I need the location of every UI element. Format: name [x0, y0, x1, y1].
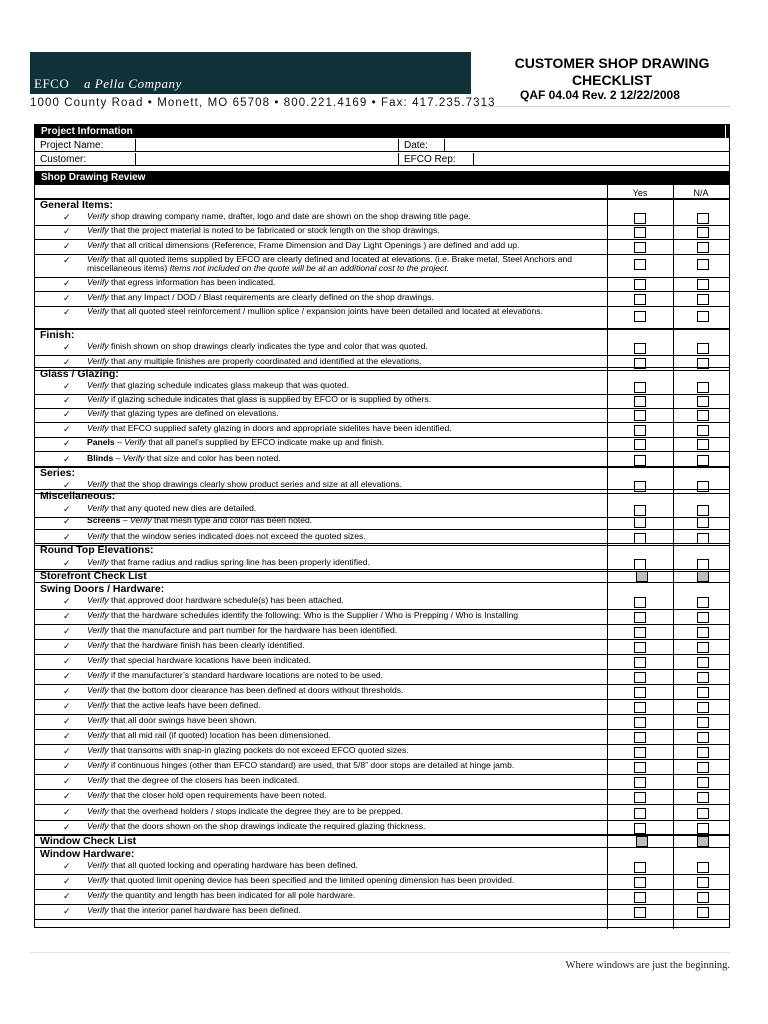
- checklist-item-text: [87, 241, 602, 250]
- checklist-item-text: [87, 381, 602, 390]
- checklist-item-text: [87, 255, 602, 274]
- item-description: that the window series indicated does not exceed the quoted sizes.: [108, 531, 366, 541]
- checkmark-icon: ✓: [63, 480, 71, 490]
- item-description: that the bottom door clearance has been defined at doors without thresholds.: [108, 685, 404, 695]
- checklist-item-text: [87, 731, 602, 740]
- na-checkbox-disabled: [697, 836, 709, 847]
- yes-checkbox[interactable]: [634, 517, 646, 528]
- yes-checkbox[interactable]: [634, 481, 646, 492]
- yes-checkbox[interactable]: [634, 382, 646, 393]
- checkmark-icon: ✓: [63, 395, 71, 405]
- checkmark-icon: ✓: [63, 656, 71, 666]
- verify-word: Verify: [122, 453, 145, 463]
- na-checkbox[interactable]: [697, 279, 709, 290]
- checklist-item-text: [87, 532, 602, 541]
- verify-word: Verify: [87, 394, 109, 404]
- verify-word: Verify: [87, 531, 109, 541]
- checkmark-icon: ✓: [63, 686, 71, 696]
- yes-checkbox[interactable]: [634, 410, 646, 421]
- yes-checkbox[interactable]: [634, 597, 646, 608]
- item-description: that the degree of the closers has been indicated.: [108, 775, 300, 785]
- item-description: that any Impact / DOD / Blast requirements are clearly defined on the shop drawings.: [108, 292, 434, 302]
- na-checkbox[interactable]: [697, 657, 709, 668]
- checklist-item-text: [87, 686, 602, 695]
- verify-word: Verify: [87, 625, 109, 635]
- na-checkbox[interactable]: [697, 747, 709, 758]
- verify-word: Verify: [124, 437, 146, 447]
- item-note: Items not included on the quote will be at an additional cost to the project.: [169, 263, 450, 274]
- verify-word: Verify: [87, 356, 109, 366]
- na-checkbox[interactable]: [697, 823, 709, 834]
- checkmark-icon: ✓: [63, 611, 71, 621]
- na-checkbox[interactable]: [697, 907, 709, 918]
- verify-word: Verify: [87, 479, 109, 489]
- item-description: that special hardware locations have been indicated.: [108, 655, 311, 665]
- checklist-item-text: [87, 480, 602, 489]
- verify-word: Verify: [87, 254, 109, 264]
- checklist-item-text: [87, 293, 602, 302]
- checklist-item-text: [87, 671, 602, 680]
- verify-word: Verify: [87, 655, 109, 665]
- na-checkbox[interactable]: [697, 425, 709, 436]
- verify-word: Verify: [87, 292, 109, 302]
- item-description: if the manufacturer’s standard hardware locations are noted to be used.: [108, 670, 384, 680]
- checkmark-icon: ✓: [63, 791, 71, 801]
- verify-word: Verify: [87, 806, 109, 816]
- checklist-item-text: [87, 278, 602, 287]
- item-description: the quantity and length has been indicated for all pole hardware.: [108, 890, 356, 900]
- na-checkbox[interactable]: [697, 627, 709, 638]
- document-title-line2: CHECKLIST: [571, 72, 653, 88]
- checkmark-icon: ✓: [63, 807, 71, 817]
- checklist-item-text: [87, 504, 602, 513]
- checkmark-icon: ✓: [63, 891, 71, 901]
- checklist-item-text: [87, 395, 602, 404]
- checkmark-icon: ✓: [63, 381, 71, 391]
- na-checkbox[interactable]: [697, 612, 709, 623]
- checkmark-icon: ✓: [63, 716, 71, 726]
- checkmark-icon: ✓: [63, 746, 71, 756]
- yes-checkbox[interactable]: [634, 672, 646, 683]
- checkmark-icon: ✓: [63, 641, 71, 651]
- verify-word: Verify: [87, 211, 109, 221]
- title-divider: [482, 106, 730, 107]
- item-description: that glazing types are defined on elevations.: [108, 408, 279, 418]
- yes-checkbox[interactable]: [634, 717, 646, 728]
- yes-checkbox[interactable]: [634, 439, 646, 450]
- project-info-row-1: [35, 139, 729, 152]
- yes-checkbox-disabled: [636, 571, 648, 582]
- verify-word: Verify: [87, 277, 109, 287]
- item-description: if glazing schedule indicates that glass is supplied by EFCO or is supplied by others.: [108, 394, 432, 404]
- yes-checkbox[interactable]: [634, 747, 646, 758]
- na-checkbox[interactable]: [697, 672, 709, 683]
- na-column-divider: [673, 185, 674, 929]
- verify-word: Verify: [87, 423, 109, 433]
- item-description: that the shop drawings clearly show product series and size at all elevations.: [108, 479, 402, 489]
- item-description: if continuous hinges (other than EFCO standard) are used, that 5/8” door stops are detailed at hinge jamb.: [108, 760, 515, 770]
- na-checkbox[interactable]: [697, 792, 709, 803]
- yes-checkbox[interactable]: [634, 907, 646, 918]
- checklist-item-text: [87, 596, 602, 605]
- company-address: 1000 County Road • Monett, MO 65708 • 800.221.4169 • Fax: 417.235.7313: [30, 97, 496, 109]
- verify-word: Verify: [87, 595, 109, 605]
- na-checkbox[interactable]: [697, 687, 709, 698]
- yes-checkbox[interactable]: [634, 823, 646, 834]
- checkmark-icon: ✓: [63, 212, 71, 222]
- item-description: that the hardware finish has been clearly identified.: [108, 640, 305, 650]
- item-description: that the overhead holders / stops indicate the degree they are to be prepped.: [108, 806, 403, 816]
- verify-word: Verify: [87, 503, 109, 513]
- verify-word: Verify: [87, 306, 109, 316]
- na-checkbox[interactable]: [697, 439, 709, 450]
- checkmark-icon: ✓: [63, 671, 71, 681]
- yes-checkbox[interactable]: [634, 777, 646, 788]
- yes-checkbox[interactable]: [634, 279, 646, 290]
- na-checkbox[interactable]: [697, 517, 709, 528]
- checklist-item-text: [87, 861, 602, 870]
- item-description: that all panel’s supplied by EFCO indicate make up and finish.: [145, 437, 385, 447]
- na-checkbox[interactable]: [697, 259, 709, 270]
- checkmark-icon: ✓: [63, 776, 71, 786]
- na-checkbox[interactable]: [697, 294, 709, 305]
- checklist-item-text: [87, 906, 602, 915]
- na-checkbox[interactable]: [697, 808, 709, 819]
- verify-word: Verify: [87, 408, 109, 418]
- yes-checkbox[interactable]: [634, 892, 646, 903]
- footer-tagline: Where windows are just the beginning.: [565, 960, 730, 971]
- checkmark-icon: ✓: [63, 255, 71, 265]
- na-checkbox[interactable]: [697, 382, 709, 393]
- checklist-item-text: [87, 716, 602, 725]
- checklist-item-text: [87, 357, 602, 366]
- checklist-item-text: [87, 424, 602, 433]
- item-description: that quoted limit opening device has been specified and the limited opening dimension has been provided.: [108, 875, 515, 885]
- na-checkbox[interactable]: [697, 410, 709, 421]
- verify-word: Verify: [87, 557, 109, 567]
- verify-word: Verify: [87, 610, 109, 620]
- item-keyword: Blinds: [87, 453, 114, 463]
- verify-word: Verify: [87, 821, 109, 831]
- project-info-row-2: [35, 153, 729, 166]
- verify-word: Verify: [87, 715, 109, 725]
- yes-checkbox[interactable]: [634, 242, 646, 253]
- checklist-item-text: [87, 342, 602, 351]
- project-information-header: [35, 125, 729, 138]
- verify-word: Verify: [87, 240, 109, 250]
- item-description: that the closer hold open requirements have been noted.: [108, 790, 327, 800]
- checklist-form: [34, 124, 730, 928]
- date-label: Date:: [399, 139, 445, 152]
- yes-checkbox[interactable]: [634, 792, 646, 803]
- checkmark-icon: ✓: [63, 226, 71, 236]
- pella-company-logo-text: a Pella Company: [84, 76, 182, 91]
- na-column-header: N/A: [693, 188, 709, 198]
- item-description: that all quoted steel reinforcement / mullion splice / expansion joints have been detailed and located at elevations.: [108, 306, 543, 316]
- item-description: that all critical dimensions (Reference, Frame Dimension and Day Light Openings ) are defined and add up.: [108, 240, 520, 250]
- group-label: General Items:: [40, 199, 113, 211]
- checkmark-icon: ✓: [63, 342, 71, 352]
- item-description: that mesh type and color has been noted.: [151, 515, 313, 525]
- date-field[interactable]: [445, 139, 729, 152]
- item-description: that the doors shown on the shop drawings indicate the required glazing thickness.: [108, 821, 426, 831]
- checkmark-icon: ✓: [63, 876, 71, 886]
- item-description: that all mid rail (if quoted) location has been dimensioned.: [108, 730, 331, 740]
- na-checkbox[interactable]: [697, 396, 709, 407]
- checklist-item-text: [87, 656, 602, 665]
- na-checkbox[interactable]: [697, 597, 709, 608]
- checkmark-icon: ✓: [63, 454, 71, 464]
- yes-checkbox[interactable]: [634, 702, 646, 713]
- yes-checkbox[interactable]: [634, 808, 646, 819]
- item-description: that any multiple finishes are properly coordinated and identified at the elevations.: [108, 356, 422, 366]
- checklist-item-text: [87, 558, 602, 567]
- checkmark-icon: ✓: [63, 558, 71, 568]
- shop-drawing-review-header: [35, 171, 729, 185]
- document-title-line1: CUSTOMER SHOP DRAWING: [514, 55, 710, 71]
- yes-checkbox[interactable]: [634, 642, 646, 653]
- checklist-item-text: Panels – Verify that all panel’s supplied by EFCO indicate make up and finish.: [87, 437, 385, 447]
- checklist-item-text: [87, 891, 602, 900]
- checkmark-icon: ✓: [63, 504, 71, 514]
- group-label: Window Hardware:: [40, 848, 135, 860]
- verify-word: Verify: [87, 760, 109, 770]
- verify-word: Verify: [87, 775, 109, 785]
- verify-word: Verify: [87, 670, 109, 680]
- verify-word: Verify: [87, 790, 109, 800]
- checkmark-icon: ✓: [63, 626, 71, 636]
- yes-checkbox[interactable]: [634, 687, 646, 698]
- yes-checkbox[interactable]: [634, 311, 646, 322]
- item-description: that all door swings have been shown.: [108, 715, 257, 725]
- na-checkbox[interactable]: [697, 777, 709, 788]
- group-label: Series:: [40, 467, 76, 479]
- verify-word: Verify: [87, 890, 109, 900]
- checkmark-icon: ✓: [63, 438, 71, 448]
- checklist-item-text: [87, 626, 602, 635]
- group-label: Swing Doors / Hardware:: [40, 583, 165, 595]
- item-description: that any quoted new dies are detailed.: [108, 503, 257, 513]
- verify-word: Verify: [87, 700, 109, 710]
- na-checkbox[interactable]: [697, 702, 709, 713]
- checkmark-icon: ✓: [63, 241, 71, 251]
- item-description: that the project material is noted to be fabricated or stock length on the shop drawings.: [108, 225, 440, 235]
- checkmark-icon: ✓: [63, 761, 71, 771]
- na-checkbox[interactable]: [697, 862, 709, 873]
- checklist-item-text: [87, 611, 602, 620]
- yes-checkbox[interactable]: [634, 505, 646, 516]
- yes-checkbox[interactable]: [634, 657, 646, 668]
- yes-checkbox[interactable]: [634, 396, 646, 407]
- checkmark-icon: ✓: [63, 307, 71, 317]
- checkmark-icon: ✓: [63, 409, 71, 419]
- verify-word: Verify: [87, 875, 109, 885]
- checkmark-icon: ✓: [63, 906, 71, 916]
- verify-word: Verify: [87, 685, 109, 695]
- checklist-item-text: [87, 761, 602, 770]
- checklist-item-text: [87, 307, 602, 316]
- verify-word: Verify: [87, 640, 109, 650]
- checklist-item-text: [87, 701, 602, 710]
- group-label: Miscellaneous:: [40, 490, 116, 502]
- checkmark-icon: ✓: [63, 293, 71, 303]
- verify-word: Verify: [87, 860, 109, 870]
- yes-checkbox[interactable]: [634, 877, 646, 888]
- item-keyword: Panels: [87, 437, 115, 447]
- item-description: that egress information has been indicated.: [108, 277, 276, 287]
- group-label: Glass / Glazing:: [40, 368, 119, 380]
- yes-checkbox[interactable]: [634, 425, 646, 436]
- item-description: that glazing schedule indicates glass makeup that was quoted.: [108, 380, 349, 390]
- na-checkbox[interactable]: [697, 213, 709, 224]
- checkmark-icon: ✓: [63, 731, 71, 741]
- checkmark-icon: ✓: [63, 861, 71, 871]
- form-revision-info: QAF 04.04 Rev. 2 12/22/2008: [520, 88, 680, 102]
- verify-word: Verify: [87, 380, 109, 390]
- checklist-item-text: [87, 409, 602, 418]
- na-checkbox[interactable]: [697, 505, 709, 516]
- na-checkbox[interactable]: [697, 877, 709, 888]
- item-description: that EFCO supplied safety glazing in doors and appropriate sidelites have been identified.: [108, 423, 452, 433]
- item-description: that all quoted locking and operating hardware has been defined.: [108, 860, 359, 870]
- yes-column-header: Yes: [632, 188, 648, 198]
- verify-word: Verify: [130, 515, 152, 525]
- checkmark-icon: ✓: [63, 532, 71, 542]
- yes-checkbox[interactable]: [634, 455, 646, 466]
- efco-rep-label: EFCO Rep:: [399, 153, 474, 166]
- verify-word: Verify: [87, 905, 109, 915]
- yes-checkbox[interactable]: [634, 259, 646, 270]
- checklist-item-text: Blinds – Verify that size and color has been noted.: [87, 453, 281, 463]
- checklist-item-text: [87, 876, 602, 885]
- yes-checkbox[interactable]: [634, 762, 646, 773]
- checklist-item-text: [87, 822, 602, 831]
- na-checkbox[interactable]: [697, 732, 709, 743]
- yes-checkbox[interactable]: [634, 213, 646, 224]
- na-checkbox[interactable]: [697, 227, 709, 238]
- na-checkbox[interactable]: [697, 242, 709, 253]
- yes-checkbox[interactable]: [634, 612, 646, 623]
- verify-word: Verify: [87, 730, 109, 740]
- na-checkbox[interactable]: [697, 642, 709, 653]
- na-checkbox[interactable]: [697, 762, 709, 773]
- item-description: that frame radius and radius spring line has been properly identified.: [108, 557, 370, 567]
- project-information-heading: Project Information: [41, 126, 133, 137]
- item-description: that size and color has been noted.: [144, 453, 281, 463]
- efco-logo: EFCO: [34, 76, 70, 91]
- project-name-label: Project Name:: [35, 139, 136, 152]
- item-description: that the manufacture and part number for the hardware has been identified.: [108, 625, 398, 635]
- yes-column-divider: [607, 185, 608, 929]
- shop-drawing-review-heading: Shop Drawing Review: [41, 172, 146, 183]
- checkmark-icon: ✓: [63, 701, 71, 711]
- na-checkbox[interactable]: [697, 455, 709, 466]
- yes-checkbox[interactable]: [634, 227, 646, 238]
- verify-word: Verify: [87, 341, 109, 351]
- item-description: that approved door hardware schedule(s) has been attached.: [108, 595, 344, 605]
- group-label: Round Top Elevations:: [40, 544, 154, 556]
- na-checkbox[interactable]: [697, 892, 709, 903]
- item-description: that the active leafs have been defined.: [108, 700, 261, 710]
- project-name-field[interactable]: [136, 139, 399, 152]
- item-description: shop drawing company name, drafter, logo and date are shown on the shop drawing title page.: [108, 211, 471, 221]
- item-description: that the hardware schedules identify the following: Who is the Supplier / Who is Prepping / Who is Installing: [108, 610, 519, 620]
- yes-checkbox[interactable]: [634, 343, 646, 354]
- item-description: that the interior panel hardware has been defined.: [108, 905, 301, 915]
- yes-checkbox[interactable]: [634, 627, 646, 638]
- customer-label: Customer:: [35, 153, 136, 166]
- checkmark-icon: ✓: [63, 424, 71, 434]
- yes-checkbox[interactable]: [634, 862, 646, 873]
- na-checkbox-disabled: [697, 571, 709, 582]
- verify-word: Verify: [87, 225, 109, 235]
- na-checkbox[interactable]: [697, 481, 709, 492]
- verify-word: Verify: [87, 745, 109, 755]
- checklist-subheading: Window Check List: [40, 835, 137, 847]
- checklist-item-text: [87, 226, 602, 235]
- yes-checkbox-disabled: [636, 836, 648, 847]
- checkmark-icon: ✓: [63, 596, 71, 606]
- checkmark-icon: ✓: [63, 516, 71, 526]
- checklist-item-text: [87, 776, 602, 785]
- yes-checkbox[interactable]: [634, 294, 646, 305]
- checklist-item-text: Screens – Verify that mesh type and color has been noted.: [87, 515, 313, 525]
- footer-divider: [30, 952, 730, 953]
- checklist-item-text: [87, 641, 602, 650]
- customer-field[interactable]: [136, 153, 399, 166]
- item-keyword: Screens: [87, 515, 121, 525]
- item-description: that transoms with snap-in glazing pockets do not exceed EFCO quoted sizes.: [108, 745, 409, 755]
- checkmark-icon: ✓: [63, 822, 71, 832]
- item-description: finish shown on shop drawings clearly indicates the type and color that was quoted.: [108, 341, 428, 351]
- group-label: Finish:: [40, 329, 75, 341]
- checklist-item-text: [87, 807, 602, 816]
- yes-checkbox[interactable]: [634, 732, 646, 743]
- checklist-item-text: [87, 212, 602, 221]
- checkmark-icon: ✓: [63, 357, 71, 367]
- na-checkbox[interactable]: [697, 311, 709, 322]
- na-checkbox[interactable]: [697, 343, 709, 354]
- item-description: that all quoted items supplied by EFCO are clearly defined and located at elevations. (i.e. Brake metal, Steel Anchors and miscellaneous items): [87, 254, 573, 274]
- checklist-item-text: [87, 746, 602, 755]
- checklist-subheading: Storefront Check List: [40, 570, 147, 582]
- checkmark-icon: ✓: [63, 278, 71, 288]
- checklist-item-text: [87, 791, 602, 800]
- efco-rep-field[interactable]: [474, 153, 729, 166]
- na-checkbox[interactable]: [697, 717, 709, 728]
